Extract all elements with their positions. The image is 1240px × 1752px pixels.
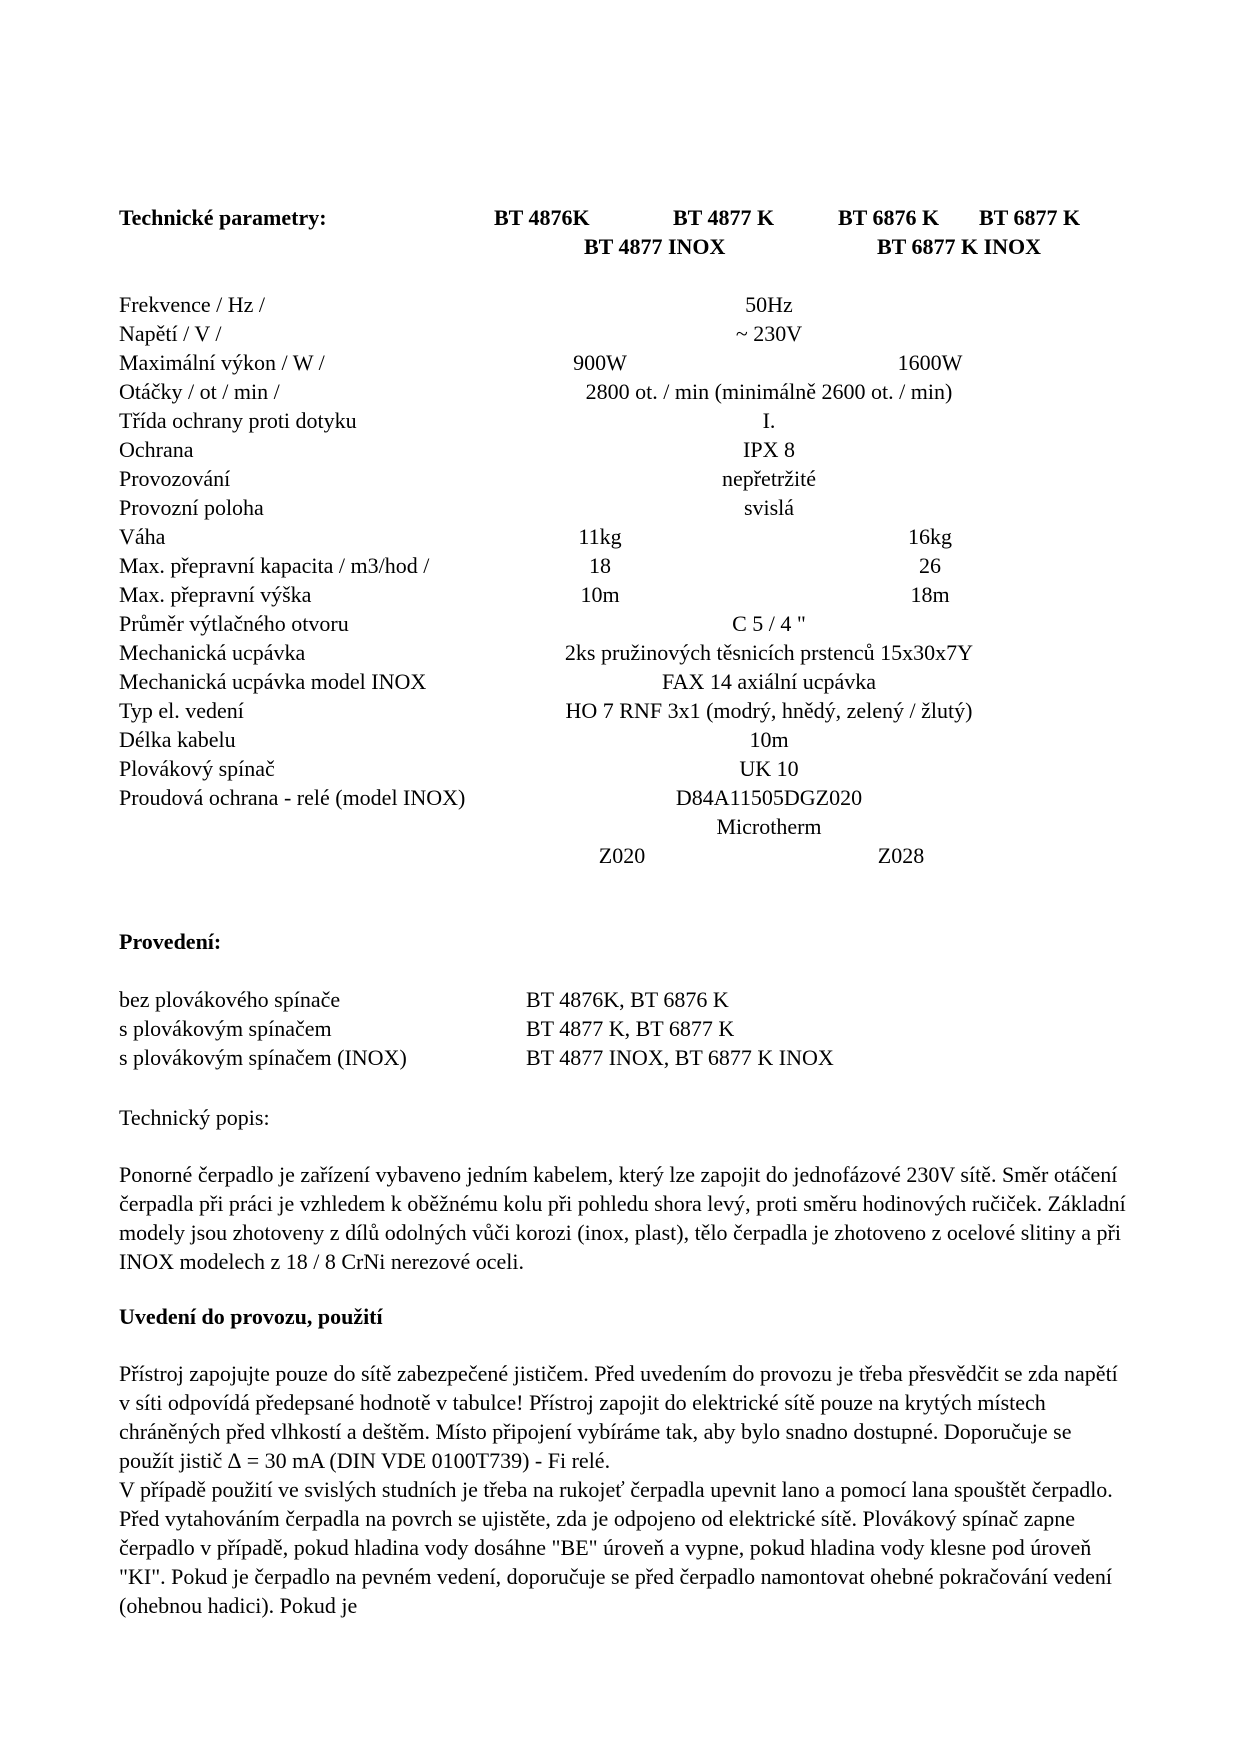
model-bt4877k: BT 4877 K: [673, 205, 775, 230]
param-value: ~ 230V: [735, 321, 803, 346]
relay-value-z028: Z028: [877, 843, 925, 868]
provedeni-models: BT 4877 K, BT 6877 K: [526, 1016, 735, 1041]
param-value-model-68: 16kg: [908, 524, 952, 549]
param-value-model-48: 11kg: [578, 524, 622, 549]
param-value-model-48: 900W: [573, 350, 627, 375]
param-label: Frekvence / Hz /: [119, 292, 265, 317]
param-value: 50Hz: [745, 292, 793, 317]
provedeni-models: BT 4877 INOX, BT 6877 K INOX: [526, 1045, 834, 1070]
param-value: IPX 8: [743, 437, 795, 462]
param-value-model-48: 18: [589, 553, 611, 578]
param-value-model-68: 26: [919, 553, 941, 578]
param-label: Provozní poloha: [119, 495, 264, 520]
uvedeni-text: [119, 1359, 1129, 1620]
model-bt4877-inox: BT 4877 INOX: [584, 234, 726, 259]
param-value-model-48: 10m: [580, 582, 620, 607]
param-label: Provozování: [119, 466, 231, 491]
param-value: svislá: [743, 495, 795, 520]
provedeni-label: s plovákovým spínačem: [119, 1016, 332, 1041]
model-bt6876k: BT 6876 K: [838, 205, 940, 230]
param-label: Mechanická ucpávka model INOX: [119, 669, 427, 694]
provedeni-label: s plovákovým spínačem (INOX): [119, 1045, 407, 1070]
param-value: I.: [762, 408, 776, 433]
relay-value-z020: Z020: [598, 843, 646, 868]
param-label: Proudová ochrana - relé (model INOX): [119, 785, 466, 810]
param-label: Max. přepravní výška: [119, 582, 312, 607]
param-label: Délka kabelu: [119, 727, 236, 752]
section-title-technical-parameters: Technické parametry:: [119, 205, 327, 230]
section-title-provedeni: Provedení:: [119, 929, 222, 954]
param-value: FAX 14 axiální ucpávka: [661, 669, 877, 694]
param-label: Průměr výtlačného otvoru: [119, 611, 349, 636]
uvedeni-paragraph-2: V případě použití ve svislých studních je třeba na rukojeť čerpadla upevnit lano a pomocí lana spouštět čerpadlo. Před vytahováním čerpadla na povrch se ujistěte, zda je odpojeno od elektrické sítě. Plovákový spínač zapne čerpadlo v případě, pokud hladina vody dosáhne "BE" úroveň a vypne, pokud hladina vody klesne pod úroveň "KI". Pokud je čerpadlo na pevném vedení, doporučuje se před čerpadlo namontovat ohebné pokračování vedení (ohebnou hadici). Pokud je: [119, 1477, 1113, 1618]
param-value: 10m: [749, 727, 789, 752]
model-bt6877k: BT 6877 K: [979, 205, 1081, 230]
param-value-model-68: 1600W: [897, 350, 963, 375]
microtherm-label: Microtherm: [716, 814, 822, 839]
param-value: D84A11505DGZ020: [675, 785, 863, 810]
param-value: nepřetržité: [721, 466, 817, 491]
param-label: Ochrana: [119, 437, 194, 462]
param-value: 2ks pružinových těsnicích prstenců 15x30x7Y: [564, 640, 974, 665]
section-title-technicky-popis: Technický popis:: [119, 1105, 270, 1130]
param-label: Napětí / V /: [119, 321, 222, 346]
model-bt4876k: BT 4876K: [494, 205, 590, 230]
param-label: Mechanická ucpávka: [119, 640, 306, 665]
provedeni-models: BT 4876K, BT 6876 K: [526, 987, 729, 1012]
param-label: Váha: [119, 524, 166, 549]
section-title-uvedeni: Uvedení do provozu, použití: [119, 1304, 383, 1329]
param-label: Max. přepravní kapacita / m3/hod /: [119, 553, 430, 578]
technicky-popis-text: Ponorné čerpadlo je zařízení vybaveno jedním kabelem, který lze zapojit do jednofázové 230V sítě. Směr otáčení čerpadla při práci je vzhledem k oběžnému kolu při pohledu shora levý, proti směru hodinových ručiček. Základní modely jsou zhotoveny z dílů odolných vůči korozi (inox, plast), tělo čerpadla je zhotoveno z ocelové slitiny a při INOX modelech z 18 / 8 CrNi nerezové oceli.: [119, 1162, 1126, 1274]
model-bt6877k-inox: BT 6877 K INOX: [877, 234, 1042, 259]
param-value: 2800 ot. / min (minimálně 2600 ot. / min): [585, 379, 953, 404]
param-label: Maximální výkon / W /: [119, 350, 325, 375]
param-value: UK 10: [739, 756, 799, 781]
param-value-model-68: 18m: [910, 582, 950, 607]
uvedeni-paragraph-1: Přístroj zapojujte pouze do sítě zabezpečené jističem. Před uvedením do provozu je třeba přesvědčit se zda napětí v síti odpovídá předepsané hodnotě v tabulce! Přístroj zapojit do elektrické sítě pouze na krytých místech chráněných před vlhkostí a deštěm. Místo připojení vybíráme tak, aby bylo snadno dostupné. Doporučuje se použít jistič ∆ = 30 mA (DIN VDE 0100T739) - Fi relé.: [119, 1361, 1118, 1473]
param-label: Třída ochrany proti dotyku: [119, 408, 357, 433]
param-label: Typ el. vedení: [119, 698, 244, 723]
param-label: Otáčky / ot / min /: [119, 379, 280, 404]
param-label: Plovákový spínač: [119, 756, 275, 781]
param-value: C 5 / 4 ": [732, 611, 806, 636]
param-value: HO 7 RNF 3x1 (modrý, hnědý, zelený / žlutý): [565, 698, 973, 723]
provedeni-label: bez plovákového spínače: [119, 987, 341, 1012]
